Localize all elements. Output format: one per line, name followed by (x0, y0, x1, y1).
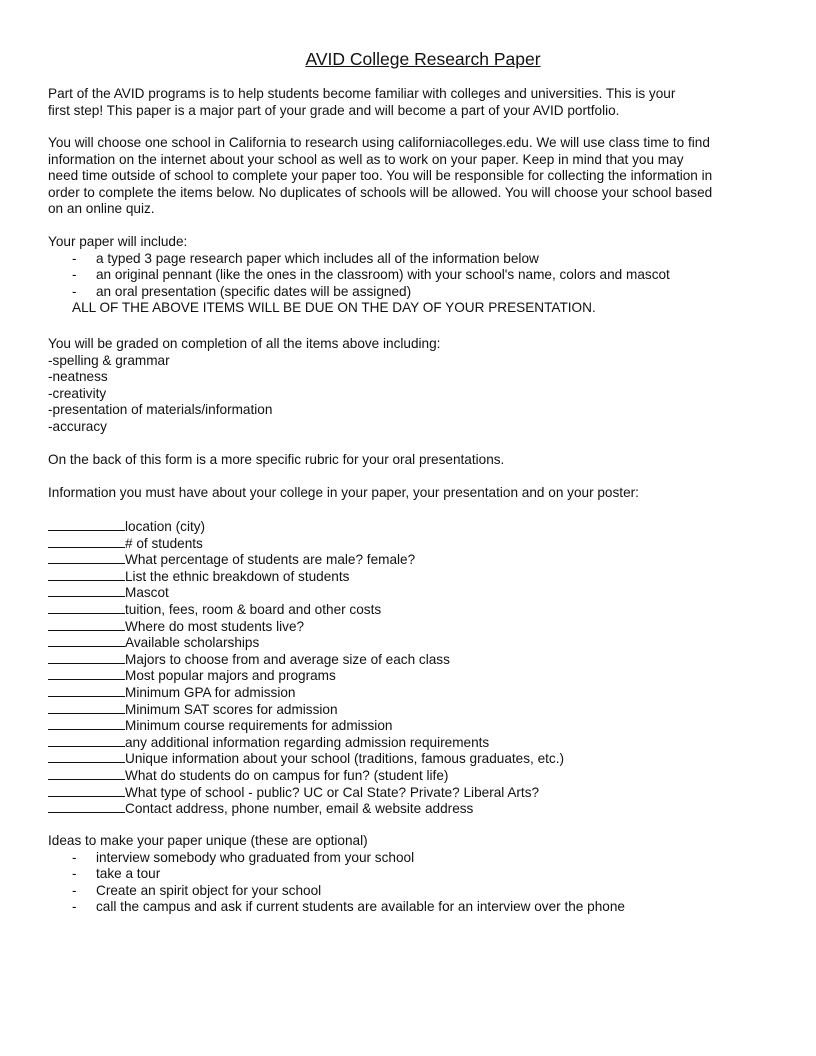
choose-line: need time outside of school to complete your paper too. You will be responsible for collecting the information in (48, 168, 713, 184)
dash-bullet: - (72, 250, 77, 266)
choose-line: on an online quiz. (48, 201, 155, 217)
checklist-item: any additional information regarding admission requirements (48, 734, 778, 751)
checklist-item: Most popular majors and programs (48, 667, 778, 684)
intro-paragraph (48, 86, 778, 119)
list-item: - Create an spirit object for your school (72, 882, 322, 898)
list-item: - take a tour (72, 866, 161, 882)
blank-line (48, 717, 125, 730)
blank-line (48, 767, 125, 780)
choose-line: information on the internet about your school as well as to work on your paper. Keep in mind that you may (48, 151, 684, 167)
list-item: -neatness (48, 369, 108, 385)
dash-bullet: - (72, 866, 77, 882)
blank-line (48, 800, 125, 813)
dash-bullet: - (72, 283, 77, 299)
ideas-heading: Ideas to make your paper unique (these are optional) (48, 833, 368, 848)
blank-line (48, 667, 125, 680)
research-checklist (48, 518, 778, 817)
choose-school-paragraph (48, 135, 778, 218)
list-item: -creativity (48, 385, 107, 401)
checklist-item: Unique information about your school (traditions, famous graduates, etc.) (48, 750, 778, 767)
graded-heading: You will be graded on completion of all the items above including: (48, 336, 441, 351)
blank-line (48, 568, 125, 581)
checklist-item: tuition, fees, room & board and other costs (48, 601, 778, 618)
list-item: -accuracy (48, 418, 107, 434)
dash-bullet: - (72, 267, 77, 283)
paper-requirements (48, 234, 778, 317)
checklist-item: What percentage of students are male? female? (48, 551, 778, 568)
blank-line (48, 734, 125, 747)
checklist-item: Minimum course requirements for admission (48, 717, 778, 734)
list-item: - call the campus and ask if current students are available for an interview over the phone (72, 899, 625, 915)
checklist-item: What type of school - public? UC or Cal State? Private? Liberal Arts? (48, 784, 778, 801)
blank-line (48, 634, 125, 647)
page-title: AVID College Research Paper (305, 49, 541, 69)
checklist-item: Minimum SAT scores for admission (48, 701, 778, 718)
blank-line (48, 551, 125, 564)
paper-items-list (48, 251, 778, 301)
checklist-item: List the ethnic breakdown of students (48, 568, 778, 585)
checklist-item: Where do most students live? (48, 618, 778, 635)
list-item: - an oral presentation (specific dates will be assigned) (72, 283, 412, 299)
dash-bullet: - (72, 899, 77, 915)
blank-line (48, 618, 125, 631)
paper-heading: Your paper will include: (48, 234, 188, 249)
blank-line (48, 651, 125, 664)
choose-line: order to complete the items below. No duplicates of schools will be allowed. You will choose your school based (48, 184, 713, 200)
optional-ideas (48, 833, 778, 916)
checklist-item: What do students do on campus for fun? (student life) (48, 767, 778, 784)
info-heading: Information you must have about your college in your paper, your presentation and on your poster: (48, 485, 639, 500)
checklist-item: Minimum GPA for admission (48, 684, 778, 701)
intro-line: Part of the AVID programs is to help students become familiar with colleges and universities. This is your (48, 86, 676, 101)
blank-line (48, 784, 125, 797)
ideas-list (48, 850, 778, 916)
dash-bullet: - (72, 849, 77, 865)
list-item: - an original pennant (like the ones in the classroom) with your school's name, colors and mascot (72, 267, 670, 283)
checklist-item: Available scholarships (48, 634, 778, 651)
blank-line (48, 518, 125, 531)
checklist-item: Contact address, phone number, email & website address (48, 800, 778, 817)
list-item: - a typed 3 page research paper which includes all of the information below (72, 250, 539, 266)
blank-line (48, 584, 125, 597)
list-item: -spelling & grammar (48, 352, 170, 368)
list-item: -presentation of materials/information (48, 402, 273, 418)
checklist-item: Majors to choose from and average size of each class (48, 651, 778, 668)
checklist-item: # of students (48, 535, 778, 552)
choose-line: You will choose one school in California to research using californiacolleges.edu. We will use class time to find (48, 135, 710, 150)
blank-line (48, 684, 125, 697)
blank-line (48, 535, 125, 548)
grading-criteria (48, 336, 778, 436)
blank-line (48, 701, 125, 714)
blank-line (48, 601, 125, 614)
checklist-item: Mascot (48, 584, 778, 601)
rubric-note: On the back of this form is a more specific rubric for your oral presentations. (48, 452, 505, 467)
intro-line: first step! This paper is a major part of your grade and will become a part of your AVID portfolio. (48, 102, 620, 118)
checklist-item: location (city) (48, 518, 778, 535)
blank-line (48, 750, 125, 763)
list-item: - interview somebody who graduated from your school (72, 849, 415, 865)
dash-bullet: - (72, 882, 77, 898)
due-notice: ALL OF THE ABOVE ITEMS WILL BE DUE ON THE DAY OF YOUR PRESENTATION. (72, 300, 596, 316)
